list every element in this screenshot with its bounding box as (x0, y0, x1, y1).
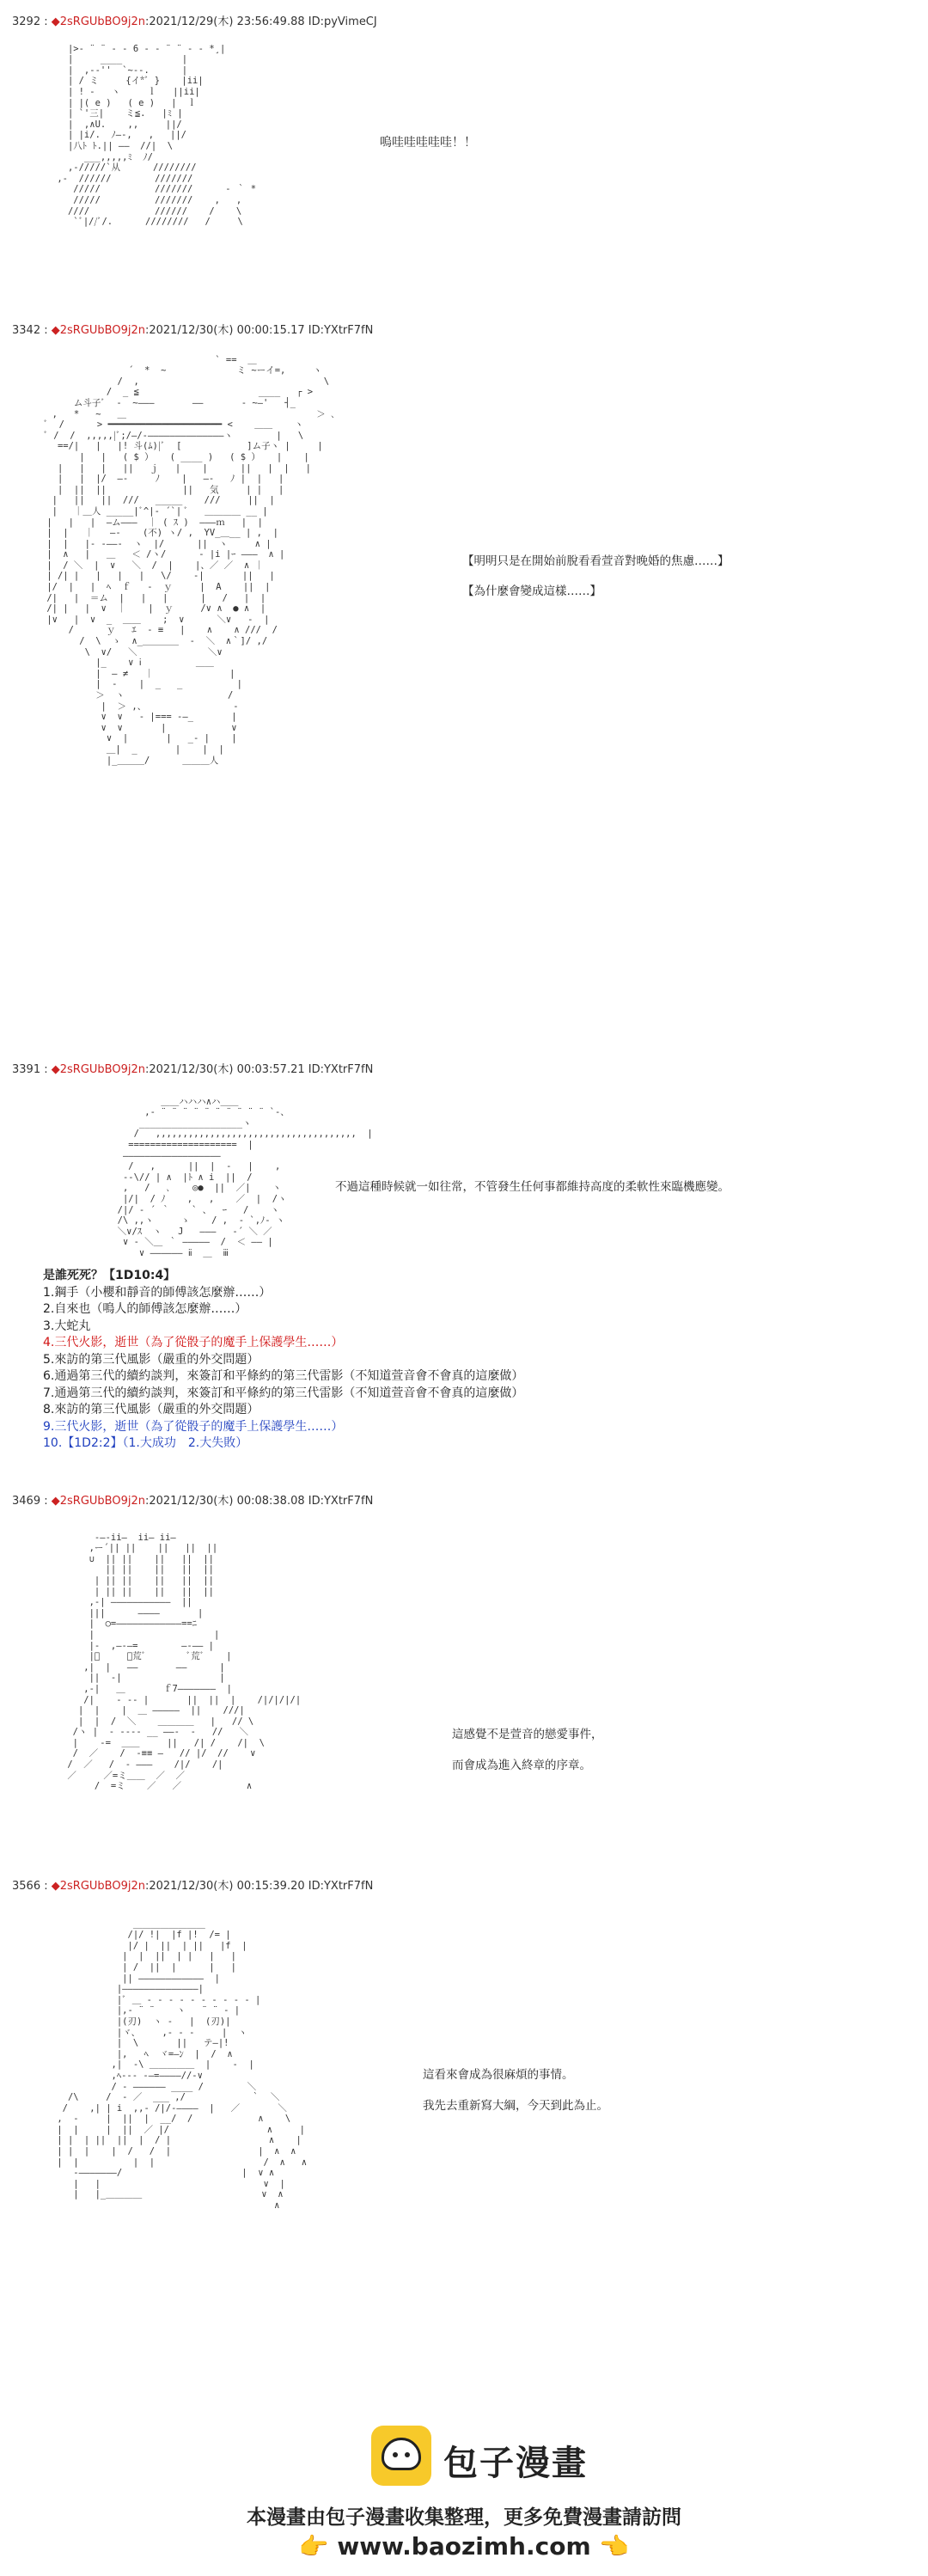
list-item: 2.自來也（鳴人的師傅該怎麼辦……） (43, 1302, 247, 1316)
list-item: 10.【1D2:2】（1.大成功 2.大失敗） (43, 1436, 248, 1450)
post-datetime: :2021/12/29(木) 23:56:49.88 ID:pyVimeCJ (144, 15, 377, 28)
site-url-link[interactable]: www.baozimh.com (337, 2532, 591, 2561)
post-number: 3469 (12, 1495, 41, 1508)
list-item: 7.通過第三代的續約談判，來簽訂和平條約的第三代雷影（不知道萱音會不會真的這麼做） (43, 1386, 524, 1400)
post-number: 3292 (12, 15, 41, 28)
ascii-art-character: |>‐ ¨ ¨ ‐ ‐ 6 ‐ ‐ ¨ ¨ ‐ ‐ *¸| | ____ | | ,--'' `~--. | | / ミ {イ*ﾞ } |ii| | ! ‐ ヽ ｌ ||ii| | |( e ) ( e ) | ｌ | `'三| ミ≦. |ﾐ | | ,∧U. ,, ||/ | |i/. ﾉ―-, , ||/ |八ﾄ ﾄ.|| ―― //| \ ___,,,,,ﾐ ﾉ/ ,‐/////`从 //////// ,‐ ////// /////// ///// /////// ‐ ｀ * ///// /////// , , //// ////// / \ `ﾞ|//ﾞ/. //////// / \ (57, 43, 257, 228)
post-header: 3469 : ◆2sRGUbBO9j2n:2021/12/30(木) 00:08:38.08 ID:YXtrF7fN (12, 1495, 374, 1508)
post-trip[interactable]: ◆2sRGUbBO9j2n (51, 324, 145, 337)
dialogue-line: 【為什麼會變成這樣……】 (462, 584, 601, 598)
post-datetime: :2021/12/30(木) 00:03:57.21 ID:YXtrF7fN (144, 1063, 374, 1076)
ascii-art-character: ＿＿＿＿＿＿＿＿ /|/ !| |f |! /= | |/ | || | || |f | | | || | | | | | / || | | | || ―――――――――――― | |――――――――――――――| |ﾞ ＿ ‐ ‐ ‐ ‐ ‐ ‐ ‐ ‐ ‐ ‐ | |,‐ ¨ ¨ ヽ ¨ ¨ ‐ | |(刃) ヽ ‐ | (刃)| |ヾ、 ,‐ ‐ ‐ | ヽ | \ || テ―|! |, ﾍ ヾ=―ﾝ | / ∧ ,| ‐\ ＿＿＿＿＿ | ‐ | ,ﾍ‐-‐ ‐―=――――//‐∨ / ‐ ―――――― ____ / ＼ /\ / ‐ ／ ___ ,/ ｀ ＼ / ,| | i ,,‐ /|/‐―――― | ／ ＼ , ‐ | || | __/ / ∧ \ | | | || ／ |/ ∧ | | | | || || | / | ∧ | | | | | / / | | ∧ ∧ | | | | / ∧ ∧ ‐―――――――/ | ∨ ∧ | | ∨ | | |_＿＿＿＿ ∨ ∧ ∧ (57, 1918, 308, 2212)
ascii-art-character: ` == ＿ ´ * ~ ミ ~ーイ=, ヽ / , \ / _ ≦ ____ ┌ > ム斗子ﾞ ‐ ~――― ―― ‐ ~―' ┤_ , * ~ ＿ ＞ ､ ﾞ / > ━━━━━━━━━━━━━━━━━━━━━ < ＿＿ ヽ ﾞ / / ,,,,,|ﾞ;/―/‐――――――――――――――ヽ | \ ==/| | |! 斗(ﾑ)|ﾞ [ ]ム子ヽ | | | | ( $ ） ( ____ ) ( $ ） | | | | | || ｊ | | || | | | | | |/ ―‐ ﾉ | ―‐ ﾉ | | | | || || || 気 | | | | || || /// _____ /// || | | ｜＿人 _____|ﾞ^|‐ ´`| ﾞ ＿＿＿＿ __ | | | | ―ム――― ｜ ( ｽ ) ―――ｍ | | | | ｜ ―‐ (不) ヽ/ , YV_＿__ | , | | | |‐ ‐――‐ ヽ |/ || ヽ ∧ | | ∧ | ＿ ＜ /ヽ/ ‐ |i |ｰ ――― ∧ | | / ＼ | ∨ ＼ / | |、／ ／ ∧ ｜ | /| | | | | \/ ‐| || | |/ | | ﾍ ｆ ‐ ｙ | A || | /| | ＝ム | | | | / | | /| | | ∨ ｜ | ｙ /∨ ∧ ● ∧ | |∨ | ∨ _ ＿＿ ; ∨ ＼∨ ‐ | / ｙ ｴ ‐ ≡ | ∧ ∧ /// / / \ ゝ ∧_＿＿＿＿ ‐ ＼ ∧｀]/ ,/ \ ∨/ ＼ ＼∨ |_ ∨ ⅰ ＿＿ | ― ≠ ｜ | | ‐ | _ _ | ＞ ヽ / | ＞ ,、 ‐ ∨ ∨ ‐ |=== ‐―_ | ∨ ∨ | ∨ ∨ | | _‐ | | ＿| _ | | | |_＿＿＿/ ＿＿＿人 (41, 354, 336, 766)
post-datetime: :2021/12/30(木) 00:08:38.08 ID:YXtrF7fN (144, 1495, 374, 1508)
list-item: 6.通過第三代的續約談判，來簽訂和平條約的第三代雷影（不知道萱音會不會真的這麼做） (43, 1369, 524, 1383)
post-trip[interactable]: ◆2sRGUbBO9j2n (51, 1495, 145, 1508)
baozi-logo[interactable] (371, 2426, 431, 2486)
post-header: 3342 : ◆2sRGUbBO9j2n:2021/12/30(木) 00:00:15.17 ID:YXtrF7fN (12, 324, 374, 337)
roll-question: 是誰死死？【1D10:4】 (43, 1269, 176, 1282)
post-header: 3292 : ◆2sRGUbBO9j2n:2021/12/29(木) 23:56:49.88 ID:pyVimeCJ (12, 15, 377, 28)
post-datetime: :2021/12/30(木) 00:00:15.17 ID:YXtrF7fN (144, 324, 374, 337)
post-number: 3566 (12, 1880, 41, 1893)
roll-options-list (43, 1268, 523, 1453)
list-item: 1.鋼手（小櫻和靜音的師傅該怎麼辦……） (43, 1285, 272, 1300)
dialogue-line: 不過這種時候就一如往常，不管發生任何事都維持高度的柔軟性來臨機應變。 (335, 1180, 730, 1194)
dialogue-line: 這感覺不是萱音的戀愛事件， (452, 1728, 603, 1741)
post-header: 3391 : ◆2sRGUbBO9j2n:2021/12/30(木) 00:03:57.21 ID:YXtrF7fN (12, 1063, 374, 1076)
post-trip[interactable]: ◆2sRGUbBO9j2n (51, 1880, 145, 1893)
post-header: 3566 : ◆2sRGUbBO9j2n:2021/12/30(木) 00:15:39.20 ID:YXtrF7fN (12, 1880, 374, 1893)
list-item: 8.來訪的第三代風影（嚴重的外交問題） (43, 1403, 259, 1416)
dialogue-line: 我先去重新寫大綱，今天到此為止。 (423, 2099, 608, 2113)
pointing-left-icon: 👈 (599, 2532, 630, 2561)
pointing-right-icon: 👉 (298, 2532, 329, 2561)
baozi-bun-icon (382, 2438, 421, 2470)
dialogue-line: 嗚哇哇哇哇哇！！ (380, 136, 476, 150)
footer-url-line[interactable] (0, 2532, 928, 2561)
post-number: 3391 (12, 1063, 41, 1076)
post-trip[interactable]: ◆2sRGUbBO9j2n (51, 1063, 145, 1076)
dialogue-line: 而會成為進入終章的序章。 (452, 1759, 591, 1772)
brand-name[interactable]: 包子漫畫 (443, 2444, 588, 2483)
list-item: 5.來訪的第三代風影（嚴重的外交問題） (43, 1352, 259, 1367)
site-footer (0, 2415, 928, 2576)
post-datetime: :2021/12/30(木) 00:15:39.20 ID:YXtrF7fN (144, 1880, 374, 1893)
post-trip[interactable]: ◆2sRGUbBO9j2n (51, 15, 145, 28)
dialogue-line: 這看來會成為很麻煩的事情。 (423, 2068, 574, 2082)
footer-notice: 本漫畫由包子漫畫收集整理，更多免費漫畫請訪問 (247, 2506, 681, 2529)
list-item: 3.大蛇丸 (43, 1319, 91, 1333)
list-item-selected: 4.三代火影，逝世（為了從骰子的魔手上保護學生……） (43, 1336, 344, 1349)
post-number: 3342 (12, 324, 41, 337)
dialogue-line: 【明明只是在開始前脫看看萱音對晚婚的焦慮……】 (462, 554, 730, 568)
list-item: 9.三代火影，逝世（為了從骰子的魔手上保護學生……） (43, 1419, 344, 1434)
ascii-art-character: ‐―‐ii― ii― ii― ,ー´|| || || || || ∪ || || || || || || || || || || | || || || || || | || || || || || ,‐| ――――――――――― || ||| ―――― | | ○=――――――――――――==ﾆ | | |‐ ,―‐―= ―‐―― | |ﾞ ﾞ荒ﾞ ﾞ荒ﾞ | ,| | ―― ―― | || ‐| | ,-| ＿ ｆ7――――――― | /| ‐ ‐‐ | || || | /|/|/|/| | | | ＿ ――――― || ///| | | / ＼ ＿＿＿＿ | // \ /ヽ | ‐ ‐‐‐‐ __ ――‐ ‐ // ＼ | ‐= ＿＿ || /| / /| \ / ／ / ‐≡≡ ― // |/ // ∨ / ／ / ‐ ――― /|/ /| ／ ／=ミ＿＿ ／ ／ / =ミ ／ ／ ∧ (67, 1532, 302, 1792)
ascii-art-character: ＿＿ハハハ∧ハ＿＿ ,‐ ¨ ¨ ¨ ¨ ¨ ¨ ¨ ¨ ¨ ¨ `‐、 ___________________ヽ / ,,,,,,,,,,,,,,,,,,,,,,,,,,,,,,,,,,,,, | ==================== | ―――――――――――――――――― / , || | ‐ | , ‐‐\// | ∧ |ﾄ ∧ i || / , / ､ ◎● || ／| ヽ |/| / ﾉ , , ／ | /ヽ /|/ ‐ ´ ｀ ` 、 ｰ / ヽ /\ ,,ヽ ゝ / , ‐ `,ﾉ‐ ヽ ＼∨/ｽ ヽ J ――― ‐´ ＼ ／ ∨ ‐ ＼＿ ｀ ――――― / ＜ ―― | ∨ ―――――― ⅱ ＿ ⅲ (117, 1096, 373, 1258)
